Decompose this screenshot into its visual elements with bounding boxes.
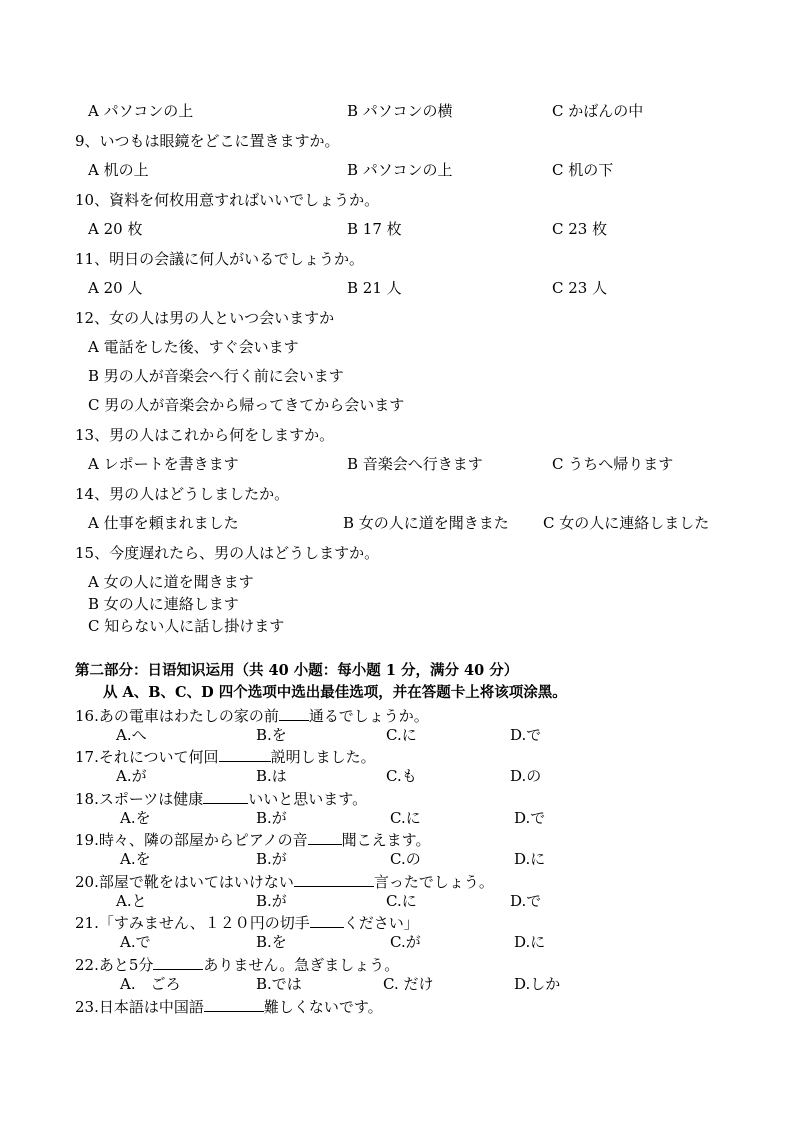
question-10-stem: 10、資料を何枚用意すればいいでしょうか。 <box>75 191 380 209</box>
q10-option-a: A 20 枚 <box>88 220 143 238</box>
q9-option-b: B パソコンの上 <box>347 161 453 179</box>
q21-answer-blank <box>310 914 344 928</box>
question-11-stem: 11、明日の会議に何人がいるでしょうか。 <box>75 250 364 268</box>
q20-answer-blank <box>294 873 374 887</box>
question-13-stem: 13、男の人はこれから何をしますか。 <box>75 426 335 444</box>
q20-text-after: 言ったでしょう。 <box>373 873 494 891</box>
q20-option-d: D.で <box>510 892 542 910</box>
question-9-stem: 9、いつもは眼鏡をどこに置きますか。 <box>75 132 340 150</box>
q18-option-a: A.を <box>120 809 151 827</box>
q9-option-c: C 机の下 <box>552 161 614 179</box>
q16-text-before: 16.あの電車はわたしの家の前 <box>75 707 279 725</box>
q13-option-b: B 音楽会へ行きます <box>347 455 483 473</box>
q21-option-c: C.が <box>390 933 421 951</box>
q8-option-a: A パソコンの上 <box>88 102 194 120</box>
q11-option-b: B 21 人 <box>347 279 402 297</box>
q22-text-before: 22.あと5分 <box>75 956 154 974</box>
question-19-stem <box>75 831 430 848</box>
question-22-stem <box>75 956 399 973</box>
q17-answer-blank <box>219 748 271 762</box>
q16-option-c: C.に <box>386 726 417 744</box>
question-15-stem: 15、今度遅れたら、男の人はどうしますか。 <box>75 544 380 562</box>
question-12-stem: 12、女の人は男の人といつ会いますか <box>75 309 335 327</box>
q9-option-a: A 机の上 <box>88 161 149 179</box>
q16-answer-blank <box>279 707 309 721</box>
question-20-stem <box>75 873 494 890</box>
q12-option-c: C 男の人が音楽会から帰ってきてから会います <box>88 396 405 414</box>
q19-text-before: 19.時々、隣の部屋からピアノの音 <box>75 831 308 849</box>
part2-instruction: 从 A、B、C、D 四个选项中选出最佳选项，并在答题卡上将该项涂黑。 <box>103 684 567 701</box>
q18-text-after: いいと思います。 <box>248 790 368 808</box>
q18-option-d: D.で <box>514 809 546 827</box>
q22-option-b: B.では <box>256 975 302 993</box>
q13-option-a: A レポートを書きます <box>88 455 239 473</box>
q19-text-after: 聞こえます。 <box>341 831 431 849</box>
q21-option-d: D.に <box>514 933 546 951</box>
q17-text-after: 説明しました。 <box>270 748 376 766</box>
q14-option-c: C 女の人に連絡しました <box>543 514 710 532</box>
q11-option-a: A 20 人 <box>88 279 143 297</box>
q14-option-b: B 女の人に道を聞きまた <box>343 514 509 532</box>
q17-option-c: C.も <box>386 767 417 785</box>
q19-option-a: A.を <box>120 850 151 868</box>
q15-option-c: C 知らない人に話し掛けます <box>88 617 285 635</box>
part2-title: 第二部分：日语知识运用（共 40 小题：每小题 1 分，满分 40 分） <box>75 662 519 679</box>
q12-option-b: B 男の人が音楽会へ行く前に会います <box>88 367 344 385</box>
q8-option-b: B パソコンの横 <box>347 102 453 120</box>
q14-option-a: A 仕事を頼まれました <box>88 514 239 532</box>
q21-option-a: A.で <box>120 933 151 951</box>
q18-option-c: C.に <box>390 809 421 827</box>
question-17-stem <box>75 748 376 765</box>
q21-text-after: ください」 <box>343 914 419 932</box>
q19-option-d: D.に <box>514 850 546 868</box>
question-21-stem <box>75 914 419 931</box>
question-16-stem <box>75 707 429 724</box>
q13-option-c: C うちへ帰ります <box>552 455 674 473</box>
q11-option-c: C 23 人 <box>552 279 608 297</box>
question-23-stem <box>75 998 383 1015</box>
q23-text-before: 23.日本語は中国語 <box>75 998 204 1016</box>
q17-text-before: 17.それについて何回 <box>75 748 219 766</box>
q21-text-before: 21.「すみません、１２０円の切手 <box>75 914 310 932</box>
q15-option-a: A 女の人に道を聞きます <box>88 573 254 591</box>
q17-option-b: B.は <box>256 767 287 785</box>
q18-option-b: B.が <box>256 809 287 827</box>
q17-option-a: A.が <box>116 767 147 785</box>
question-18-stem <box>75 790 367 807</box>
q17-option-d: D.の <box>510 767 542 785</box>
q10-option-c: C 23 枚 <box>552 220 608 238</box>
q18-text-before: 18.スポーツは健康 <box>75 790 204 808</box>
q12-option-a: A 電話をした後、すぐ会います <box>88 338 299 356</box>
q23-answer-blank <box>204 998 264 1012</box>
q15-option-b: B 女の人に連絡します <box>88 595 239 613</box>
q19-answer-blank <box>308 831 342 845</box>
q19-option-b: B.が <box>256 850 287 868</box>
q22-answer-blank <box>153 956 203 970</box>
q22-text-after: ありません。急ぎましょう。 <box>203 956 400 974</box>
q22-option-d: D.しか <box>514 975 561 993</box>
q23-text-after: 難しくないです。 <box>263 998 383 1016</box>
q22-option-a: A. ごろ <box>120 975 181 993</box>
q19-option-c: C.の <box>390 850 421 868</box>
question-14-stem: 14、男の人はどうしましたか。 <box>75 485 290 503</box>
q16-option-d: D.で <box>510 726 542 744</box>
q8-option-c: C かばんの中 <box>552 102 644 120</box>
q18-answer-blank <box>203 790 248 804</box>
q22-option-c: C. だけ <box>383 975 434 993</box>
q21-option-b: B.を <box>256 933 287 951</box>
q16-option-a: A.へ <box>116 726 147 744</box>
q20-option-b: B.が <box>256 892 287 910</box>
q16-option-b: B.を <box>256 726 287 744</box>
q20-option-c: C.に <box>386 892 417 910</box>
q20-text-before: 20.部屋で靴をはいてはいけない <box>75 873 294 891</box>
q16-text-after: 通るでしょうか。 <box>308 707 429 725</box>
q10-option-b: B 17 枚 <box>347 220 402 238</box>
q20-option-a: A.と <box>116 892 147 910</box>
